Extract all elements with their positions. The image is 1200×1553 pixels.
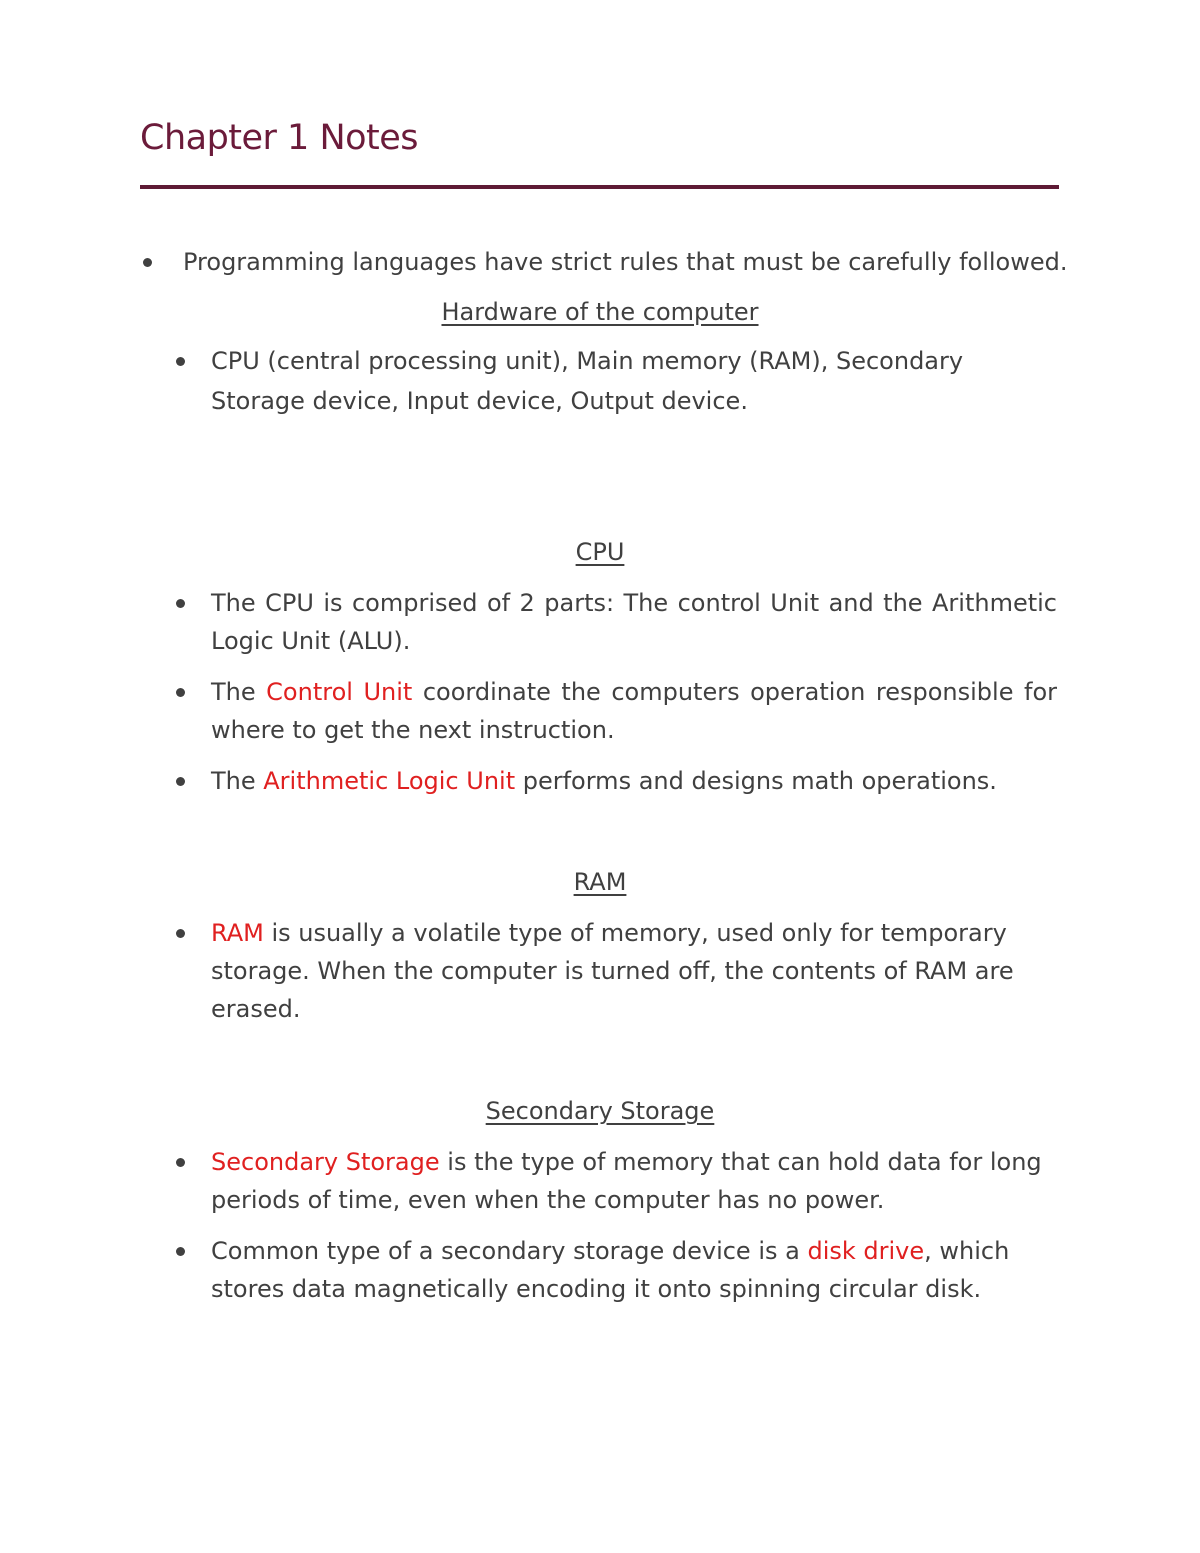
secondary-bullet2-line1 <box>211 1232 1009 1270</box>
bullet-dot-icon <box>176 357 185 366</box>
ram-bullet-line1 <box>211 914 1007 952</box>
bullet-dot-icon <box>176 777 185 786</box>
secondary-bullet2-prefix: Common type of a secondary storage device is a <box>211 1237 808 1265</box>
cpu-bullet2-prefix: The <box>211 678 267 706</box>
cpu-bullet3-prefix: The <box>211 767 264 795</box>
cpu-bullet3-term: Arithmetic Logic Unit <box>263 767 516 795</box>
ram-bullet-term: RAM <box>211 919 264 947</box>
cpu-heading: CPU <box>575 538 625 566</box>
secondary-bullet1-line1 <box>211 1143 1042 1181</box>
ram-bullet-suffix: is usually a volatile type of memory, used only for temporary <box>263 919 1007 947</box>
secondary-bullet1-line2: periods of time, even when the computer has no power. <box>211 1186 885 1214</box>
cpu-bullet1-line2: Logic Unit (ALU). <box>211 627 411 655</box>
bullet-dot-icon <box>176 1158 185 1167</box>
hardware-bullet-line2: Storage device, Input device, Output device. <box>211 387 748 415</box>
intro-bullet-text: Programming languages have strict rules that must be carefully followed. <box>183 248 1068 276</box>
secondary-bullet2-term: disk drive <box>807 1237 925 1265</box>
secondary-bullet1-suffix: is the type of memory that can hold data for long <box>439 1148 1042 1176</box>
cpu-bullet2-line2: where to get the next instruction. <box>211 716 615 744</box>
bullet-dot-icon <box>176 688 185 697</box>
bullet-dot-icon <box>176 1247 185 1256</box>
secondary-bullet1-term: Secondary Storage <box>211 1148 440 1176</box>
bullet-dot-icon <box>143 258 152 267</box>
secondary-bullet2-suffix: , which <box>924 1237 1010 1265</box>
cpu-bullet2-line1 <box>211 673 1057 711</box>
hardware-bullet-line1: CPU (central processing unit), Main memory (RAM), Secondary <box>211 347 964 375</box>
cpu-bullet2-suffix: coordinate the computers operation responsible for <box>412 678 1057 706</box>
ram-bullet-line2: storage. When the computer is turned off, the contents of RAM are <box>211 957 1014 985</box>
secondary-bullet2-line2: stores data magnetically encoding it onto spinning circular disk. <box>211 1275 982 1303</box>
ram-bullet-line3: erased. <box>211 995 301 1023</box>
ram-heading: RAM <box>573 868 627 896</box>
hardware-heading: Hardware of the computer <box>441 298 759 326</box>
cpu-bullet1-line1: The CPU is comprised of 2 parts: The control Unit and the Arithmetic <box>211 589 1057 617</box>
bullet-dot-icon <box>176 599 185 608</box>
title-divider <box>140 185 1059 189</box>
page-title: Chapter 1 Notes <box>140 118 419 158</box>
cpu-bullet3-suffix: performs and designs math operations. <box>515 767 997 795</box>
bullet-dot-icon <box>176 929 185 938</box>
cpu-bullet3 <box>211 762 997 800</box>
cpu-bullet2-term: Control Unit <box>266 678 413 706</box>
secondary-heading: Secondary Storage <box>485 1097 715 1125</box>
